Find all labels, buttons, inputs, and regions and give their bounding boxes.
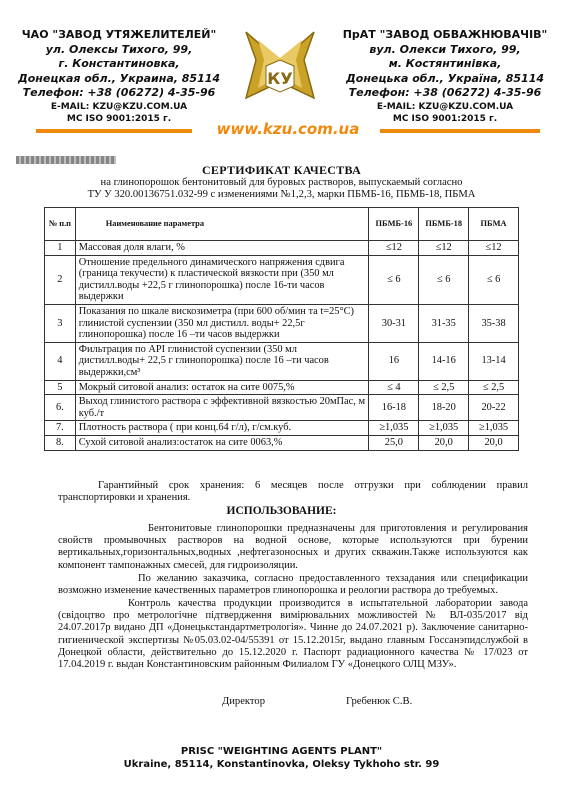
- certificate-title: СЕРТИФИКАТ КАЧЕСТВА: [201, 163, 362, 177]
- table-row: [45, 380, 519, 395]
- row-value-pbmb18: 14-16: [419, 342, 469, 380]
- row-value-pbmb16: 30-31: [369, 304, 419, 342]
- header-pbmb18: ПБМБ-18: [419, 208, 469, 241]
- city-ru: г. Константиновка,: [58, 57, 180, 70]
- row-parameter: Отношение предельного динамического напряжения сдвига (граница текучести) к пластической вязкости при (350 мл дистилл.воды +22,5 г глинопорошка) после 16-ти часов выдержки: [75, 255, 369, 304]
- table-row: [45, 435, 519, 450]
- row-value-pbmb18: 18-20: [419, 395, 469, 421]
- row-parameter: Плотность раствора ( при конц.64 г/л), г/см.куб.: [75, 421, 369, 436]
- region-ua: Донецька обл., Україна, 85114: [345, 71, 545, 85]
- row-value-pbma: ≤12: [469, 241, 519, 256]
- street-ru: ул. Олексы Тихого, 99,: [45, 42, 193, 56]
- street-ua: вул. Олекси Тихого, 99,: [369, 42, 521, 56]
- guarantee-text: Гарантийный срок хранения: 6 месяцев после отгрузки при соблюдении правил транспортировки и хранения.: [58, 480, 528, 504]
- row-value-pbmb16: ≤ 4: [369, 380, 419, 395]
- row-value-pbmb18: ≤12: [419, 241, 469, 256]
- city-ua: м. Костянтинівка,: [388, 57, 502, 70]
- row-parameter: Сухой ситовой анализ:остаток на сите 0063,%: [75, 435, 369, 450]
- row-number: 8.: [45, 435, 76, 450]
- row-number: 5: [45, 380, 76, 395]
- certificate-subtitle: на глинопорошок бентонитовый для буровых растворов, выпускаемый согласно: [100, 177, 463, 188]
- row-value-pbma: ≥1,035: [469, 421, 519, 436]
- row-value-pbma: 35-38: [469, 304, 519, 342]
- row-value-pbma: ≤ 2,5: [469, 380, 519, 395]
- row-value-pbmb16: 16-18: [369, 395, 419, 421]
- table-row: [45, 342, 519, 380]
- row-value-pbmb18: ≤ 6: [419, 255, 469, 304]
- row-number: 7.: [45, 421, 76, 436]
- row-number: 1: [45, 241, 76, 256]
- row-value-pbmb16: ≥1,035: [369, 421, 419, 436]
- row-number: 3: [45, 304, 76, 342]
- header-pbma: ПБМА: [469, 208, 519, 241]
- accent-bar-right: [380, 129, 540, 133]
- website-bar: [0, 120, 563, 142]
- letterhead: [0, 0, 563, 148]
- row-value-pbmb18: ≤ 2,5: [419, 380, 469, 395]
- header-num: № п.п: [45, 208, 76, 241]
- phone-ru: Телефон: +38 (06272) 4-35-96: [22, 86, 216, 99]
- row-value-pbmb16: ≤12: [369, 241, 419, 256]
- row-value-pbmb18: ≥1,035: [419, 421, 469, 436]
- signature-title: Директор: [222, 696, 265, 707]
- usage-text: Бентонитовые глинопорошки предназначены для приготовления и регулирования свойств промывочных растворов на водной основе, которые используются при бурении вертикальных,горизонтальных,водных ,нефтегазоносных и других скважин.Также используются как компонент тампонажных смесей, для гидроизоляции.: [58, 523, 528, 571]
- iso-ru: MC ISO 9001:2015 г.: [66, 113, 172, 124]
- letterhead-left: [14, 28, 224, 125]
- footer-company: PRISC "WEIGHTING AGENTS PLANT": [180, 746, 383, 757]
- website-link[interactable]: www.kzu.com.ua: [216, 120, 360, 138]
- header-parameter: Наименование параметра: [75, 208, 369, 241]
- row-value-pbma: ≤ 6: [469, 255, 519, 304]
- row-parameter: Фильтрация по API глинистой суспензии (350 мл дистилл.воды+ 22,5 г глинопорошка) после 16 –ти часов выдержки,см³: [75, 342, 369, 380]
- table-row: [45, 304, 519, 342]
- company-name-ru: ЧАО "ЗАВОД УТЯЖЕЛИТЕЛЕЙ": [21, 28, 217, 41]
- row-value-pbma: 20,0: [469, 435, 519, 450]
- specification-table: [44, 207, 519, 451]
- phone-ua: Телефон: +38 (06272) 4-35-96: [348, 86, 542, 99]
- company-name-ua: ПрАТ "ЗАВОД ОБВАЖНЮВАЧІВ": [342, 28, 548, 41]
- row-parameter: Показания по шкале вискозиметра (при 600 об/мин та t=25°C) глинистой суспензии (350 мл дистилл. воды+ 22,5г глинопорошка) после 16 –ти часов выдержки: [75, 304, 369, 342]
- row-value-pbmb16: 25,0: [369, 435, 419, 450]
- row-value-pbmb18: 31-35: [419, 304, 469, 342]
- company-logo: [240, 26, 320, 104]
- row-parameter: Выход глинистого раствора с эффективной вязкостью 20мПас, м куб./т: [75, 395, 369, 421]
- table-header-row: [45, 208, 519, 241]
- email-ru: E-MAIL: KZU@KZU.COM.UA: [50, 101, 188, 112]
- table-row: [45, 421, 519, 436]
- header-pbmb16: ПБМБ-16: [369, 208, 419, 241]
- row-number: 4: [45, 342, 76, 380]
- row-value-pbma: 13-14: [469, 342, 519, 380]
- row-number: 6.: [45, 395, 76, 421]
- logo-letters: КУ: [267, 69, 293, 88]
- table-row: [45, 241, 519, 256]
- region-ru: Донецкая обл., Украина, 85114: [17, 71, 221, 85]
- row-value-pbmb16: ≤ 6: [369, 255, 419, 304]
- row-value-pbmb16: 16: [369, 342, 419, 380]
- row-parameter: Массовая доля влаги, %: [75, 241, 369, 256]
- row-value-pbmb18: 20,0: [419, 435, 469, 450]
- letterhead-right: [340, 28, 550, 125]
- quality-control-text: Контроль качества продукции производится в испытательной лаборатории завода (свідоцтво про метрологічне підтвердження вимірювальних можливостей № ВЛ-035/2017 від 24.07.2017р видано ДП «Донецькстандартметрологія». Чинне до 24.07.2021 р). Заключение санитарно-гигиенической экспертизы №05.03.02-04/55391 от 15.12.2015г, выдано главным Госсанэпидслужбой в Донецкой области, действительно до 15.12.2020 г. Паспорт радиационного качества № 17/023 от 17.04.2019 г. выдан Константиновским районным Филиалом ГУ «Донецкого ОЛЦ МЗУ».: [58, 598, 528, 671]
- certificate-spec: ТУ У 320.00136751.032-99 с изменениями №1,2,3, марки ПБМБ-16, ПБМБ-18, ПБМА: [87, 189, 476, 200]
- customer-text: По желанию заказчика, согласно предоставленного техзадания или спецификации возможно изменение качественных параметров глинопорошка и реологии раствора до требуемых.: [58, 573, 528, 597]
- footer: [0, 745, 563, 771]
- table-row: [45, 395, 519, 421]
- email-ua: E-MAIL: KZU@KZU.COM.UA: [376, 101, 514, 112]
- row-value-pbma: 20-22: [469, 395, 519, 421]
- signature-name: Гребенюк С.В.: [346, 696, 413, 707]
- table-row: [45, 255, 519, 304]
- accent-bar-left: [36, 129, 192, 133]
- footer-address: Ukraine, 85114, Konstantinovka, Oleksy Tykhoho str. 99: [123, 759, 440, 770]
- iso-ua: MC ISO 9001:2015 г.: [392, 113, 498, 124]
- row-parameter: Мокрый ситовой анализ: остаток на сите 0075,%: [75, 380, 369, 395]
- usage-heading: ИСПОЛЬЗОВАНИЕ:: [226, 505, 337, 517]
- row-number: 2: [45, 255, 76, 304]
